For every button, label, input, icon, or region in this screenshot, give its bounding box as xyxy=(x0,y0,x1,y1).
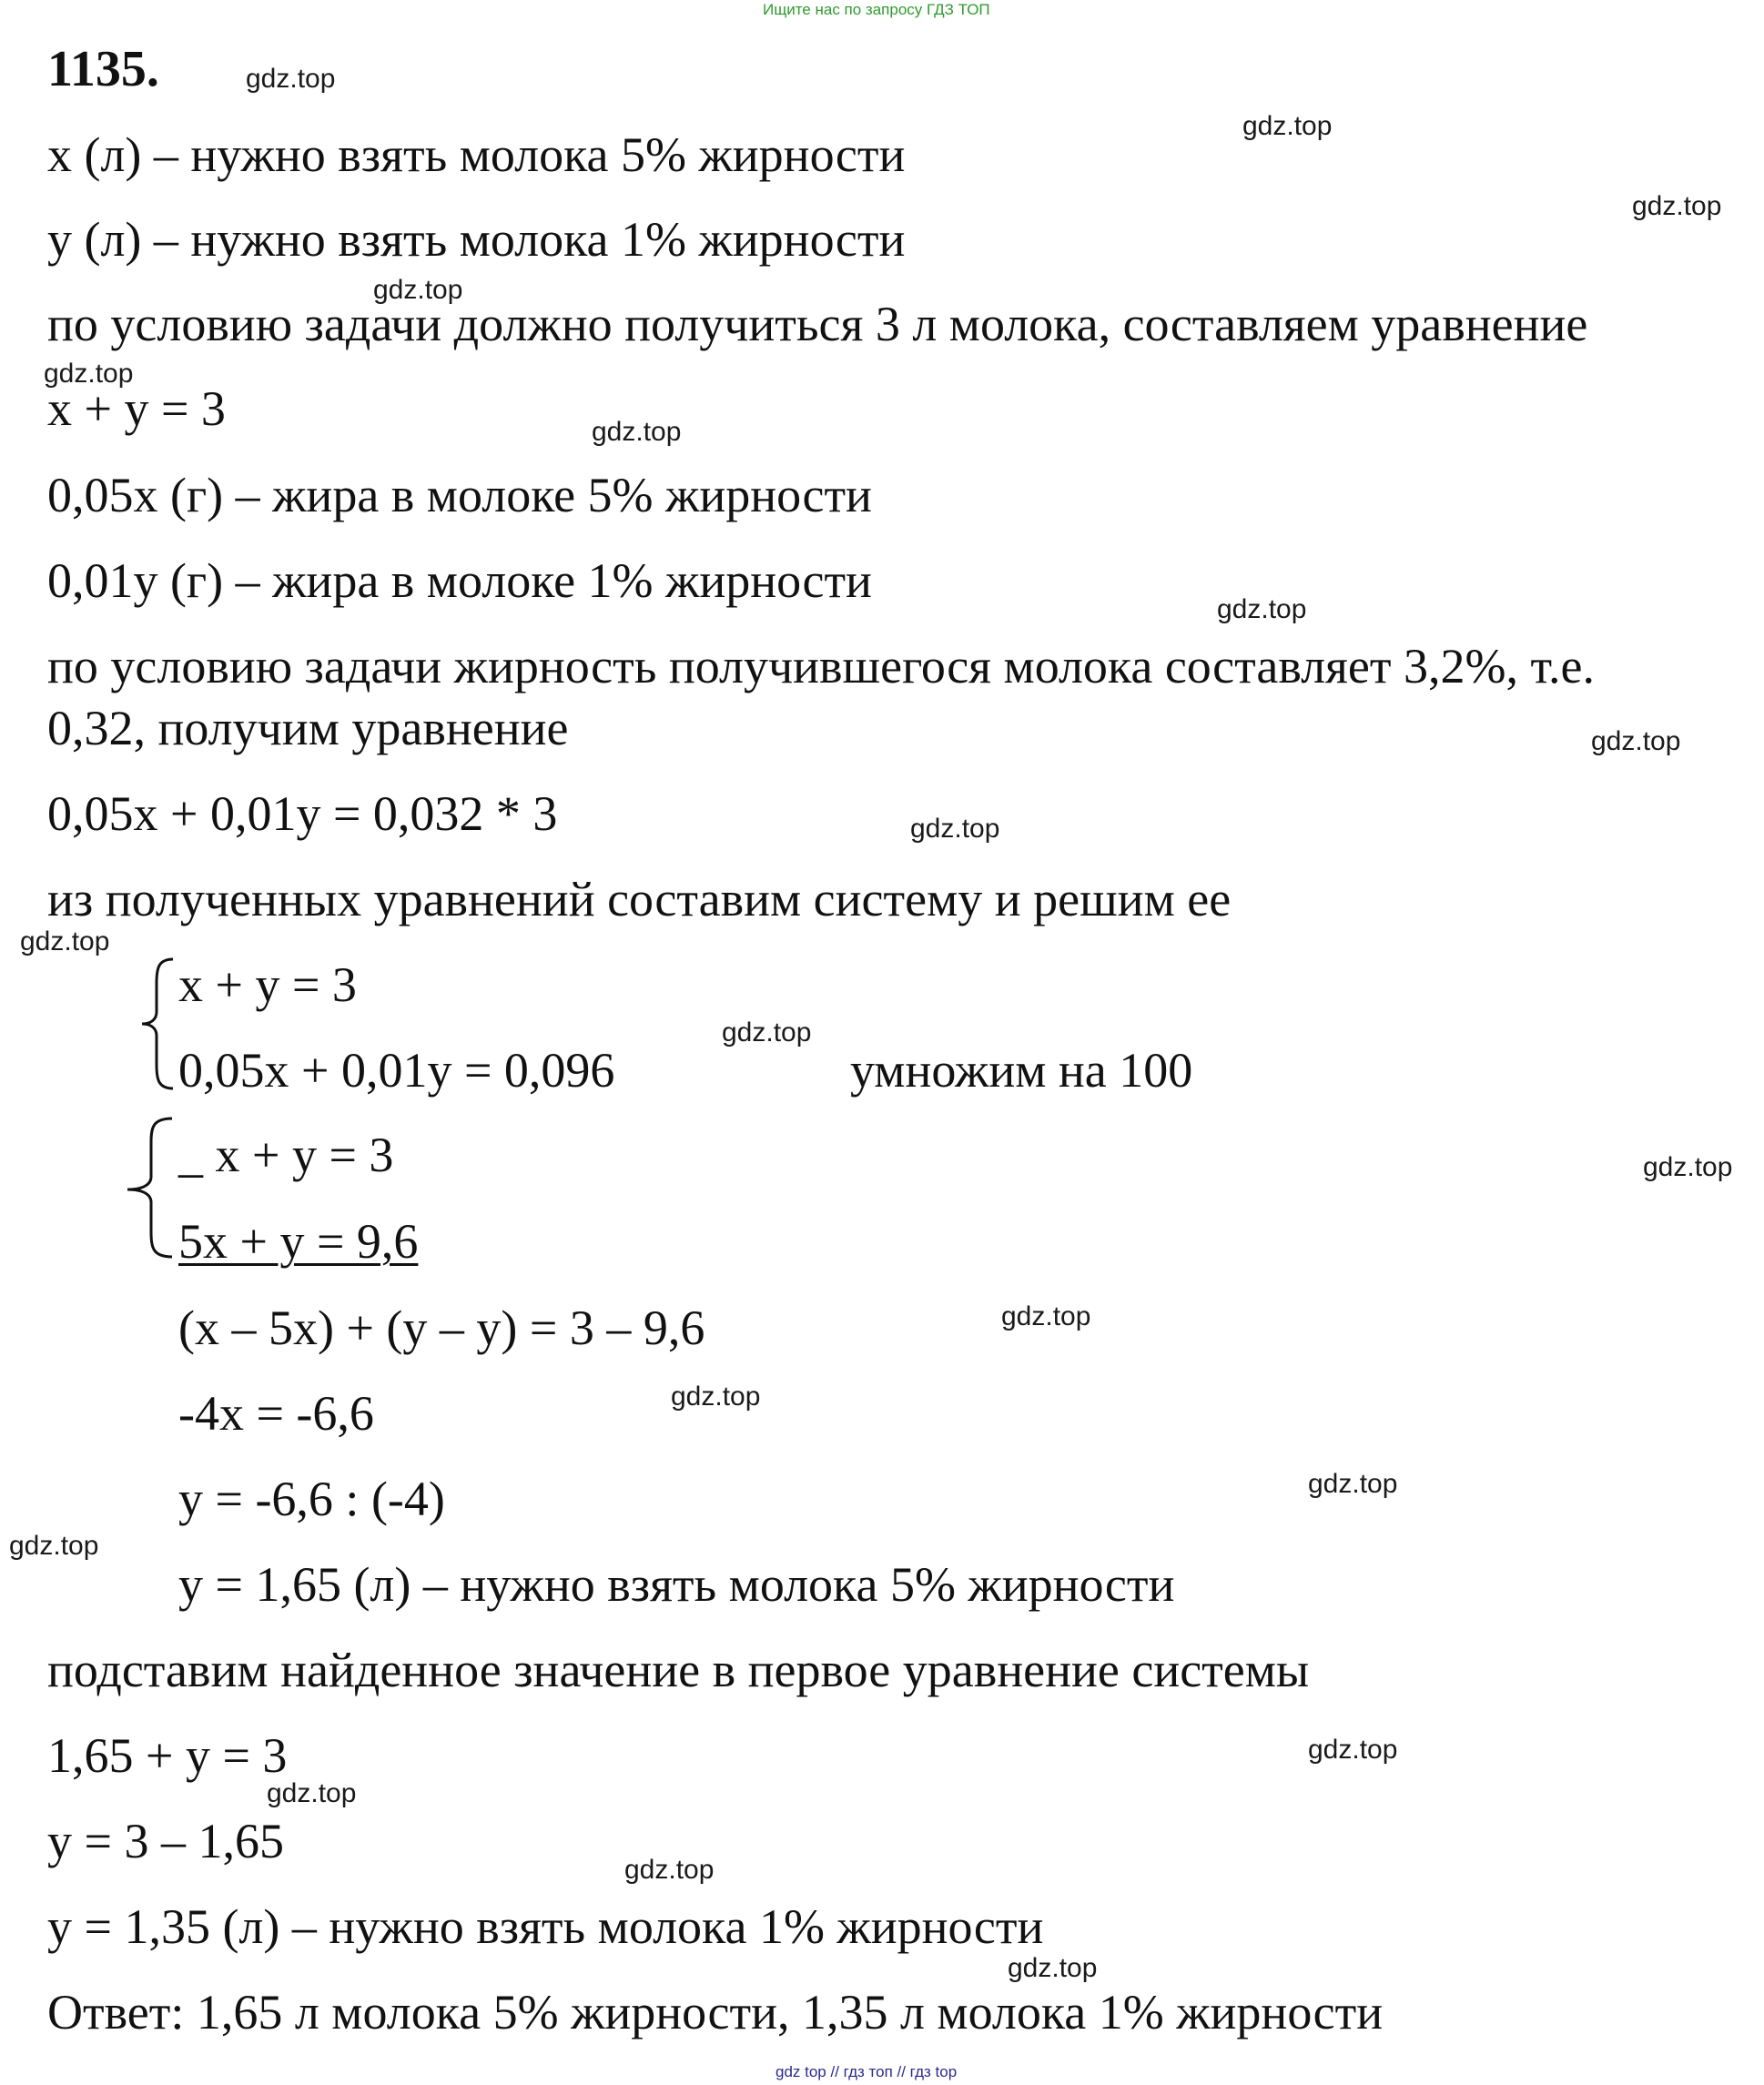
calc-line: y = 1,65 (л) – нужно взять молока 5% жирности xyxy=(178,1557,1175,1612)
watermark: gdz.top xyxy=(671,1382,761,1412)
watermark: gdz.top xyxy=(1308,1469,1398,1499)
watermark: gdz.top xyxy=(1591,726,1681,756)
text-line: 0,01y (г) – жира в молоке 1% жирности xyxy=(47,553,872,608)
equation-line: x + y = 3 xyxy=(47,381,226,436)
watermark: gdz.top xyxy=(722,1017,812,1048)
answer-line: Ответ: 1,65 л молока 5% жирности, 1,35 л молока 1% жирности xyxy=(47,1985,1384,2039)
watermark: gdz.top xyxy=(1308,1735,1398,1765)
system-brace xyxy=(137,956,182,1092)
top-banner: Ищите нас по запросу ГДЗ ТОП xyxy=(763,1,990,18)
text-line: по условию задачи жирность получившегося молока составляет 3,2%, т.е. xyxy=(47,639,1595,693)
text-line: x (л) – нужно взять молока 5% жирности xyxy=(47,127,906,182)
text-line: y (л) – нужно взять молока 1% жирности xyxy=(47,212,906,267)
text-line: по условию задачи должно получиться 3 л молока, составляем уравнение xyxy=(47,297,1588,351)
footer-links: gdz top // гдз топ // гдз top xyxy=(776,2063,958,2080)
calc-line: y = -6,6 : (-4) xyxy=(178,1472,445,1526)
system1-note: умножим на 100 xyxy=(850,1043,1193,1098)
text-line: из полученных уравнений составим систему и решим ее xyxy=(47,872,1232,926)
calc-line: -4x = -6,6 xyxy=(178,1386,374,1441)
watermark: gdz.top xyxy=(1008,1953,1098,1983)
system1-equation-2: 0,05x + 0,01y = 0,096 xyxy=(178,1043,615,1098)
watermark: gdz.top xyxy=(20,926,110,956)
equation-line: 0,05x + 0,01y = 0,032 * 3 xyxy=(47,786,558,841)
text-line: подставим найденное значение в первое уравнение системы xyxy=(47,1643,1310,1697)
watermark: gdz.top xyxy=(246,64,336,94)
calc-line: (x – 5x) + (y – y) = 3 – 9,6 xyxy=(178,1301,705,1355)
watermark: gdz.top xyxy=(592,417,682,447)
text-line: 0,32, получим уравнение xyxy=(47,701,569,755)
watermark: gdz.top xyxy=(267,1778,357,1808)
system2-equation-1: _ x + y = 3 xyxy=(178,1128,394,1182)
watermark: gdz.top xyxy=(373,275,463,305)
problem-number: 1135. xyxy=(47,41,159,97)
watermark: gdz.top xyxy=(624,1855,715,1885)
text-line: 0,05x (г) – жира в молоке 5% жирности xyxy=(47,468,872,522)
system1-equation-1: x + y = 3 xyxy=(178,957,357,1012)
watermark: gdz.top xyxy=(9,1531,99,1561)
equation-line: 1,65 + y = 3 xyxy=(47,1728,288,1783)
watermark: gdz.top xyxy=(1001,1301,1091,1331)
system2-equation-2: 5x + y = 9,6 xyxy=(178,1214,419,1269)
watermark: gdz.top xyxy=(1242,111,1333,141)
watermark: gdz.top xyxy=(910,814,1000,844)
equation-line: y = 3 – 1,65 xyxy=(47,1814,284,1868)
watermark: gdz.top xyxy=(44,359,134,389)
system-brace xyxy=(122,1115,177,1260)
watermark: gdz.top xyxy=(1632,191,1722,221)
text-line: y = 1,35 (л) – нужно взять молока 1% жирности xyxy=(47,1899,1044,1954)
watermark: gdz.top xyxy=(1643,1152,1733,1182)
watermark: gdz.top xyxy=(1217,594,1307,624)
